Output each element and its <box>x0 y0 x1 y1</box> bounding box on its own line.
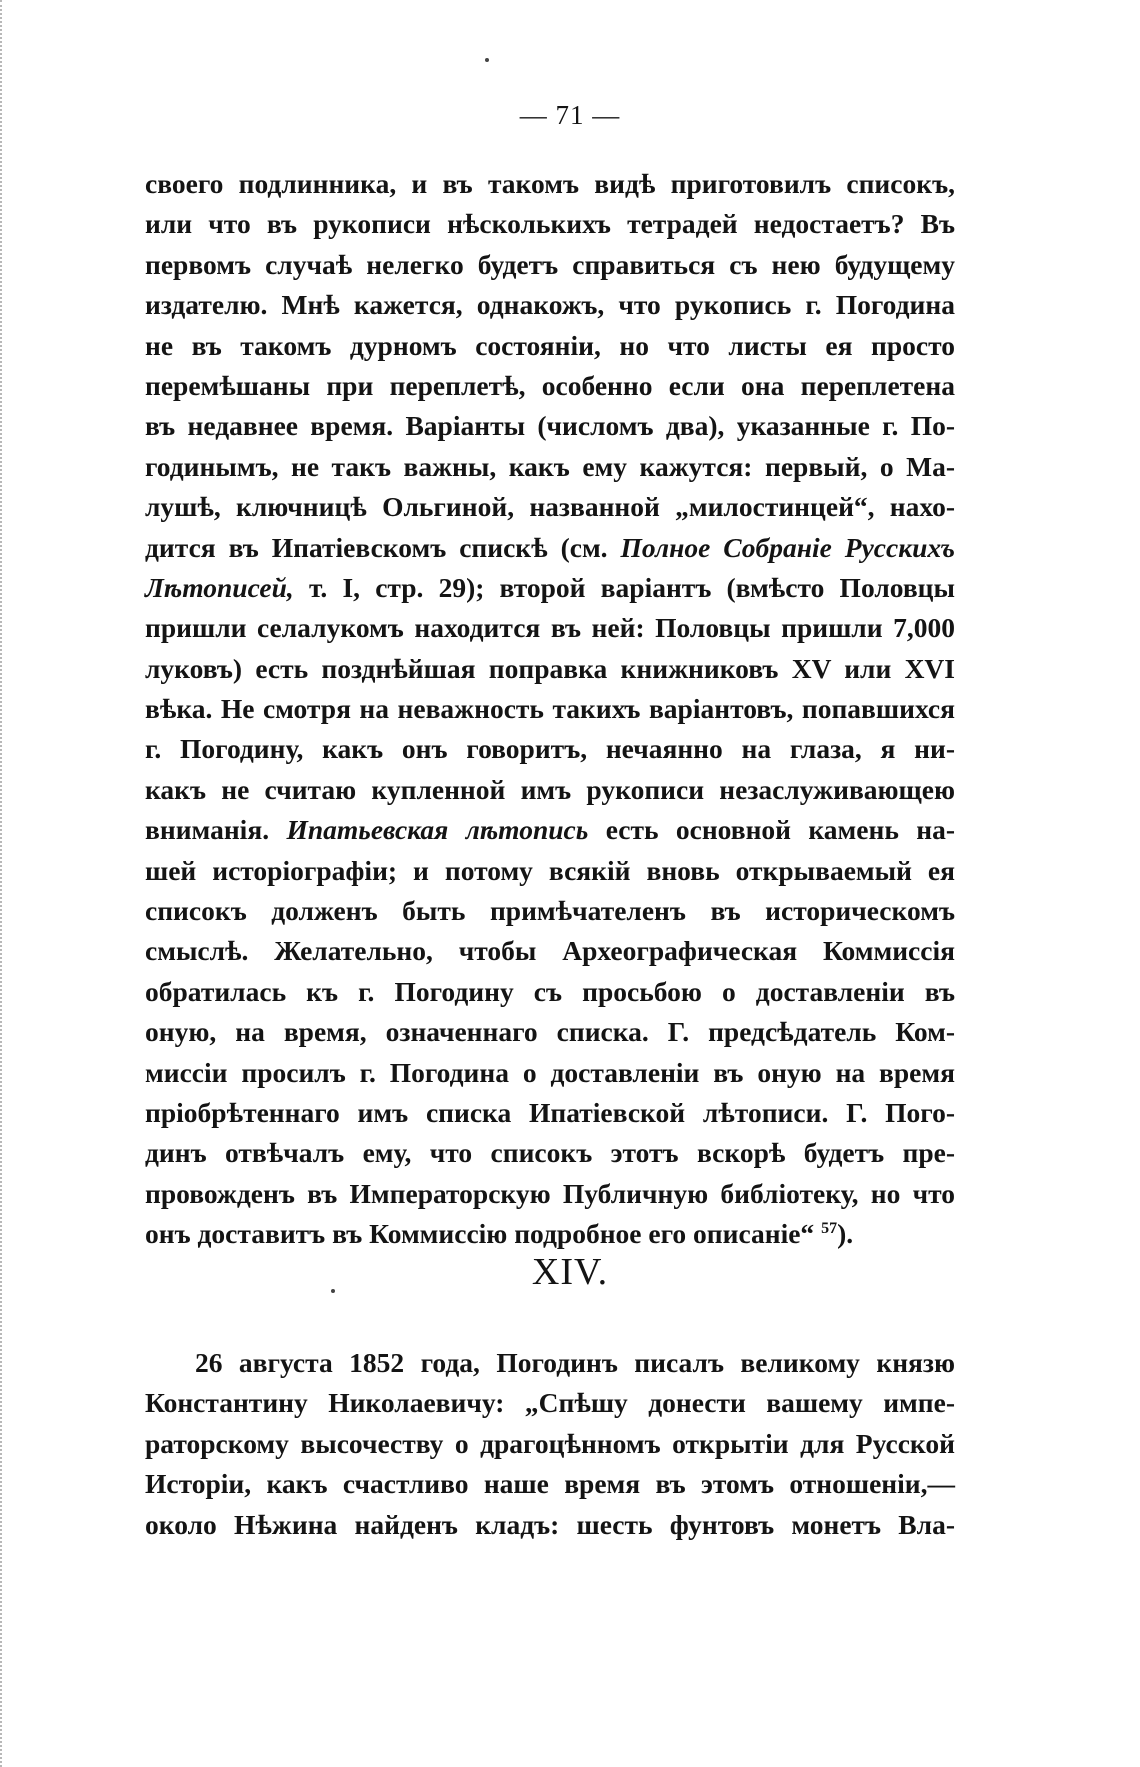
section-heading: XIV. <box>531 1251 609 1293</box>
text-segment: ). <box>837 1218 854 1250</box>
text-line: провожденъ въ Императорскую Публичную библіотеку, но что <box>145 1177 955 1209</box>
text-line: лушѣ, ключницѣ Ольгиной, названной „милостинцей“, нахо- <box>145 491 955 523</box>
paragraph-1 <box>145 164 955 1255</box>
text-line: первомъ случаѣ нелегко будетъ справиться съ нею будущему <box>145 248 955 280</box>
text-line: Константину Николаевичу: „Спѣшу донести вашему импе- <box>145 1387 955 1419</box>
text-line: издателю. Мнѣ кажется, однакожъ, что рукопись г. Погодина <box>145 289 955 321</box>
text-line: раторскому высочеству о драгоцѣнномъ открытіи для Русской <box>145 1427 955 1459</box>
text-line: динъ отвѣчалъ ему, что списокъ этотъ вскорѣ будетъ пре- <box>145 1137 955 1169</box>
italic-title: Лѣтописей, <box>145 571 294 603</box>
paragraph-2 <box>145 1343 955 1545</box>
text-line: около Нѣжина найденъ кладъ: шесть фунтовъ монетъ Вла- <box>145 1508 955 1540</box>
scan-speck <box>331 1289 335 1293</box>
text-line <box>145 810 955 850</box>
text-line: смыслѣ. Желательно, чтобы Археографическая Коммиссія <box>145 935 955 967</box>
italic-title: Полное Собраніе Русскихъ <box>620 531 955 563</box>
text-line: 26 августа 1852 года, Погодинъ писалъ великому князю <box>195 1347 955 1378</box>
footnote-reference: 57 <box>821 1220 838 1237</box>
text-segment: вниманія. <box>145 814 287 846</box>
text-line: пріобрѣтеннаго имъ списка Ипатіевской лѣтописи. Г. Пого- <box>145 1096 955 1128</box>
text-segment: дится въ Ипатіевскомъ спискѣ (см. <box>145 531 621 563</box>
text-line: не въ такомъ дурномъ состояніи, но что листы ея просто <box>145 329 955 361</box>
italic-title: Ипатьевская лѣтопись <box>286 814 589 846</box>
text-segment: есть основной камень на- <box>588 814 956 846</box>
text-line: обратилась къ г. Погодину съ просьбою о доставленіи въ <box>145 975 955 1007</box>
text-line: или что въ рукописи нѣсколькихъ тетрадей недостаетъ? Въ <box>145 208 955 240</box>
text-line: годинымъ, не такъ важны, какъ ему кажутся: первый, о Ма- <box>145 450 955 482</box>
text-line <box>145 1214 955 1254</box>
text-line: Исторіи, какъ счастливо наше время въ этомъ отношеніи,— <box>145 1468 955 1500</box>
text-line <box>145 568 955 608</box>
text-segment: т. I, стр. 29); второй варіантъ (вмѣсто Половцы <box>308 571 955 603</box>
text-line: г. Погодину, какъ онъ говоритъ, нечаянно на глаза, я ни- <box>145 733 955 765</box>
text-line: миссіи просилъ г. Погодина о доставленіи въ оную на время <box>145 1056 955 1088</box>
text-line <box>145 528 955 568</box>
text-line: оную, на время, означеннаго списка. Г. предсѣдатель Ком- <box>145 1016 955 1048</box>
scan-speck <box>485 58 489 62</box>
page-edge-scan-marks <box>0 0 10 1767</box>
text-line: въ недавнее время. Варіанты (числомъ два), указанные г. По- <box>145 410 955 442</box>
text-line: какъ не считаю купленной имъ рукописи незаслуживающею <box>145 773 955 805</box>
text-line: шей исторіографіи; и потому всякій вновь открываемый ея <box>145 854 955 886</box>
text-line: списокъ долженъ быть примѣчателенъ въ историческомъ <box>145 895 955 927</box>
text-segment: онъ доставитъ въ Коммиссію подробное его описаніе“ <box>145 1218 822 1250</box>
text-line: пришли селалукомъ находится въ ней: Половцы пришли 7,000 <box>145 612 955 644</box>
text-line: перемѣшаны при переплетѣ, особенно если она переплетена <box>145 369 955 401</box>
text-line: луковъ) есть позднѣйшая поправка книжниковъ XV или XVI <box>145 652 955 684</box>
text-line: своего подлинника, и въ такомъ видѣ приготовилъ списокъ, <box>145 168 955 199</box>
page-number: — 71 — <box>519 100 621 130</box>
text-line: вѣка. Не смотря на неважность такихъ варіантовъ, попавшихся <box>145 693 955 725</box>
